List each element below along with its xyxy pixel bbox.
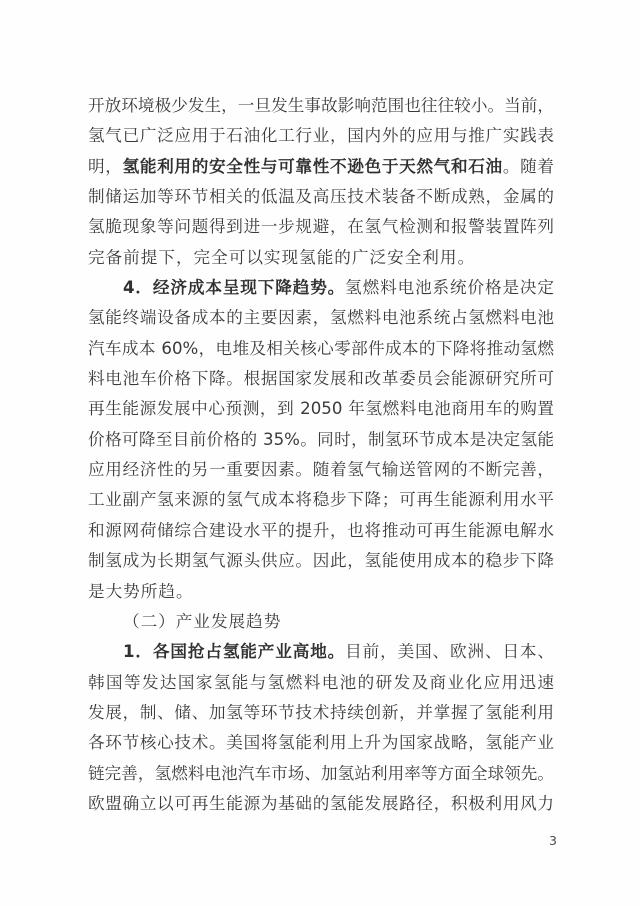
bold-text-segment: 氢能利用的安全性与可靠性不逊色于天然气和石油 (122, 156, 503, 176)
page-number: 3 (549, 833, 557, 848)
text-line (88, 182, 554, 212)
text-line (88, 577, 554, 607)
text-line (88, 668, 554, 698)
text-segment: 应用经济性的另一重要因素。随着氢气输送管网的不断完善， (88, 460, 554, 480)
text-segment: 完备前提下，完全可以实现氢能的广泛安全利用。 (88, 247, 476, 267)
text-line (88, 698, 554, 728)
text-segment: 目前，美国、欧洲、日本、 (345, 642, 554, 662)
text-line (88, 789, 554, 819)
text-line (88, 273, 554, 303)
text-segment: 开放环境极少发生，一旦发生事故影响范围也往往较小。当前， (88, 96, 554, 115)
text-segment: 氢能终端设备成本的主要因素，氢燃料电池系统占氢燃料电池 (88, 308, 554, 328)
text-line (88, 759, 554, 789)
text-line (88, 485, 554, 515)
text-line (88, 152, 554, 182)
text-segment: 价格可降至目前价格的 35%。同时，制氢环节成本是决定氢能 (88, 429, 554, 449)
text-segment: 欧盟确立以可再生能源为基础的氢能发展路径，积极利用风力 (88, 793, 554, 813)
bold-text-segment: 1．各国抢占氢能产业高地。 (123, 642, 346, 662)
text-segment: 发展，制、储、加氢等环节技术持续创新，并掌握了氢能利用 (88, 702, 554, 722)
text-line (88, 546, 554, 576)
text-segment: 料电池车价格下降。根据国家发展和改革委员会能源研究所可 (88, 369, 554, 389)
text-line (88, 425, 554, 455)
text-segment: 是大势所趋。 (88, 581, 194, 601)
text-segment: 和源网荷储综合建设水平的提升，也将推动可再生能源电解水 (88, 520, 554, 540)
text-line (88, 303, 554, 333)
text-segment: 再生能源发展中心预测，到 2050 年氢燃料电池商用车的购置 (88, 399, 554, 419)
text-segment: 各环节核心技术。美国将氢能利用上升为国家战略，氢能产业 (88, 733, 554, 753)
text-line (88, 334, 554, 364)
text-segment: 汽车成本 60%，电堆及相关核心零部件成本的下降将推动氢燃 (88, 338, 554, 358)
bold-text-segment: 4．经济成本呈现下降趋势。 (123, 278, 346, 298)
document-body (88, 91, 554, 819)
text-line (88, 637, 554, 667)
text-segment: 氢燃料电池系统价格是决定 (345, 278, 554, 298)
text-line (88, 121, 554, 151)
text-segment: 链完善，氢燃料电池汽车市场、加氢站利用率等方面全球领先。 (88, 763, 554, 783)
text-line (88, 243, 554, 273)
text-line (88, 455, 554, 485)
text-segment: 氢气已广泛应用于石油化工行业，国内外的应用与推广实践表 (88, 126, 554, 146)
text-line (88, 607, 554, 637)
text-segment: 制储运加等环节相关的低温及高压技术装备不断成熟，金属的 (88, 187, 554, 207)
text-line (88, 394, 554, 424)
text-segment: 工业副产氢来源的氢气成本将稳步下降；可再生能源利用水平 (88, 490, 554, 510)
text-segment: （二）产业发展趋势 (123, 611, 282, 631)
text-line (88, 728, 554, 758)
text-segment: 氢脆现象等问题得到进一步规避，在氢气检测和报警装置阵列 (88, 217, 554, 237)
text-segment: 韩国等发达国家氢能与氢燃料电池的研发及商业化应用迅速 (88, 672, 554, 692)
text-segment: 制氢成为长期氢气源头供应。因此，氢能使用成本的稳步下降 (88, 551, 554, 571)
text-line (88, 516, 554, 546)
text-line (88, 364, 554, 394)
text-segment: 明， (88, 156, 123, 176)
text-line (88, 212, 554, 242)
text-segment: 。随着 (502, 156, 555, 176)
text-line (88, 91, 554, 121)
